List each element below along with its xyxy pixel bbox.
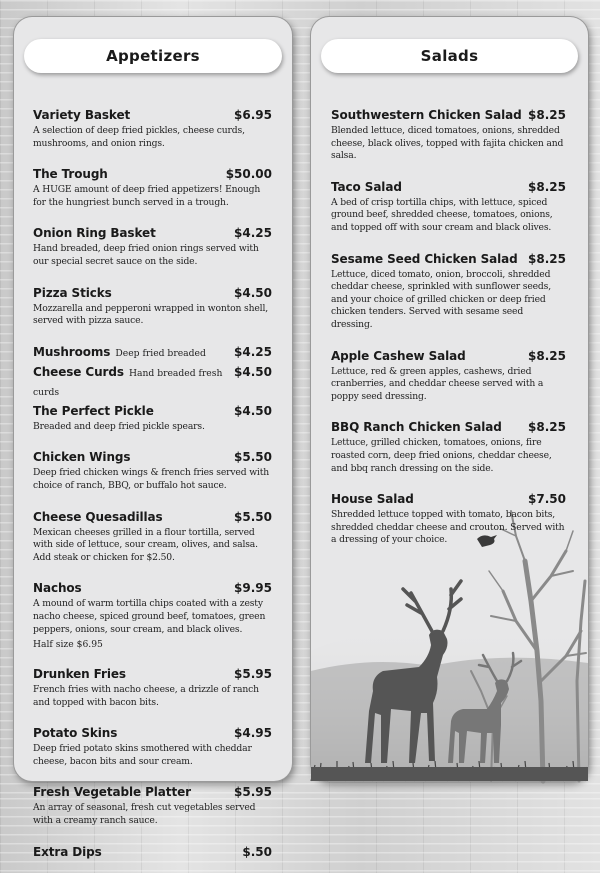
menu-item-name: The Trough <box>33 167 108 182</box>
menu-item-heading <box>33 577 82 596</box>
menu-item-heading <box>33 222 156 241</box>
salads-header <box>321 39 578 73</box>
menu-item-name: Sesame Seed Chicken Salad <box>331 251 518 266</box>
menu-item-price: $5.95 <box>234 667 272 682</box>
menu-item-name: Pizza Sticks <box>33 285 112 300</box>
menu-item-heading <box>33 361 234 399</box>
menu-item-name: Southwestern Chicken Salad <box>331 108 522 122</box>
menu-item-row <box>33 446 272 465</box>
menu-item-heading <box>33 341 206 360</box>
menu-item-row <box>33 341 272 360</box>
menu-item-row <box>33 577 272 596</box>
menu-item-row <box>33 663 272 682</box>
menu-item-description: A selection of deep fried pickles, cheese curds, mushrooms, and onion rings. <box>33 125 245 149</box>
menu-item-name: Variety Basket <box>33 108 131 122</box>
menu-item <box>331 104 566 163</box>
menu-item <box>33 722 272 768</box>
menu-item <box>33 104 272 150</box>
menu-item-description: Mozzarella and pepperoni wrapped in wonton shell, served with pizza sauce. <box>33 302 269 327</box>
menu-item-row <box>331 248 566 267</box>
menu-item-price: $5.95 <box>234 785 272 800</box>
menu-item-price: $.50 <box>242 844 272 859</box>
appetizers-title: Appetizers <box>106 47 200 65</box>
menu-item-price: $4.50 <box>234 364 272 379</box>
menu-item-heading <box>331 176 402 195</box>
salads-panel <box>311 17 588 781</box>
menu-item <box>33 361 272 399</box>
menu-item-row <box>331 416 566 435</box>
menu-item-price: $4.25 <box>234 226 272 241</box>
menu-item-row <box>33 163 272 182</box>
menu-item <box>331 345 566 404</box>
menu-item-row <box>331 176 566 195</box>
menu-item-price: $8.25 <box>528 348 566 363</box>
menu-item-heading <box>331 488 414 507</box>
menu-item-heading <box>331 248 518 267</box>
menu-item-price: $5.50 <box>234 450 272 465</box>
menu-item-price: $8.25 <box>528 420 566 435</box>
menu-item-name: Chicken Wings <box>33 450 131 465</box>
menu-item <box>331 176 566 235</box>
menu-item-row <box>331 488 566 507</box>
menu-item-note: Half size $6.95 <box>33 639 103 651</box>
menu-item <box>33 163 272 209</box>
menu-item-heading <box>33 163 108 182</box>
menu-item <box>33 222 272 268</box>
menu-item-price: $9.95 <box>234 581 272 596</box>
menu-item-price: $8.25 <box>528 179 566 194</box>
menu-item-description: Lettuce, diced tomato, onion, broccoli, shredded cheddar cheese, sprinkled with sunflower seeds, and your choice of grilled chicken or deep fried chicken tenders. Served with sesame seed dressing. <box>331 268 551 330</box>
menu-item-row <box>33 400 272 419</box>
menu-item-price: $50.00 <box>225 167 272 182</box>
menu-item-price: $7.50 <box>528 492 566 507</box>
menu-item-description: French fries with nacho cheese, a drizzle of ranch and topped with bacon bits. <box>33 684 259 708</box>
menu-item <box>33 781 272 827</box>
menu-item-price: $4.25 <box>234 344 272 359</box>
menu-item-description: Lettuce, grilled chicken, tomatoes, onions, fire roasted corn, deep fried onions, cheddar cheese, and bbq ranch dressing on the side. <box>331 437 552 474</box>
menu-item <box>33 400 272 434</box>
menu-item <box>33 341 272 360</box>
menu-item <box>33 446 272 492</box>
menu-item <box>33 841 272 860</box>
menu-item-row <box>33 781 272 800</box>
menu-item-description: A HUGE amount of deep fried appetizers! Enough for the hungriest bunch served in a trough. <box>33 184 261 208</box>
menu-item-price: $5.50 <box>234 509 272 524</box>
menu-item-description: Breaded and deep fried pickle spears. <box>33 420 205 432</box>
menu-item-row <box>33 506 272 525</box>
menu-item-price: $8.25 <box>528 108 566 122</box>
menu-item-description: Hand breaded, deep fried onion rings served with our special secret sauce on the side. <box>33 243 259 267</box>
menu-item-heading <box>33 400 154 419</box>
menu-item-name: Fresh Vegetable Platter <box>33 785 191 800</box>
menu-item-price: $4.50 <box>234 403 272 418</box>
menu-item-name: Nachos <box>33 581 82 596</box>
menu-item-description: A bed of crisp tortilla chips, with lettuce, spiced ground beef, shredded cheese, tomatoes, onions, and topped off with sour cream and black olives. <box>331 196 553 233</box>
menu-item-description: A mound of warm tortilla chips coated with a zesty nacho cheese, spiced ground beef, tomatoes, green peppers, onions, sour cream, and black olives. <box>33 598 266 635</box>
menu-item-heading <box>33 722 117 741</box>
menu-item-heading <box>331 345 466 364</box>
menu-item-heading <box>33 506 163 525</box>
menu-item-name: Potato Skins <box>33 726 118 741</box>
appetizers-list <box>33 104 272 873</box>
menu-item-name: Extra Dips <box>33 844 102 859</box>
menu-item-description: Shredded lettuce topped with tomato, bacon bits, shredded cheddar cheese and crouton. Served with a dressing of your choice. <box>331 509 565 546</box>
menu-item <box>331 488 566 547</box>
menu-item-name: BBQ Ranch Chicken Salad <box>331 420 502 435</box>
menu-item-row <box>33 222 272 241</box>
menu-item-name: Taco Salad <box>331 179 402 194</box>
menu-item-heading <box>33 841 102 860</box>
menu-item-description: An array of seasonal, fresh cut vegetables served with a creamy ranch sauce. <box>33 802 256 827</box>
menu-item-heading <box>33 104 130 123</box>
menu-item-name: The Perfect Pickle <box>33 403 154 418</box>
menu-item-name: House Salad <box>331 492 414 507</box>
menu-item <box>33 506 272 565</box>
salads-title: Salads <box>420 47 479 65</box>
menu-item-name: Apple Cashew Salad <box>331 348 466 363</box>
menu-item-description: Lettuce, red & green apples, cashews, dried cranberries, and cheddar cheese served with a poppy seed dressing. <box>331 365 544 402</box>
menu-item-row <box>33 361 272 399</box>
menu-item-row <box>33 722 272 741</box>
menu-item <box>331 248 566 332</box>
menu-item-description: Blended lettuce, diced tomatoes, onions, shredded cheese, black olives, topped with fajita chicken and salsa. <box>331 125 564 162</box>
menu-item <box>33 577 272 650</box>
menu-item-price: $6.95 <box>234 108 272 122</box>
menu-item-inline-description: Hand breaded fresh curds <box>33 367 223 398</box>
menu-item-heading <box>331 416 502 435</box>
menu-item-heading <box>33 781 191 800</box>
menu-item-name: Cheese Curds <box>33 364 124 379</box>
menu-item-heading <box>331 104 522 123</box>
menu-item-price: $8.25 <box>528 251 566 266</box>
menu-item-description: Deep fried potato skins smothered with cheddar cheese, bacon bits and sour cream. <box>33 743 252 767</box>
menu-item-name: Cheese Quesadillas <box>33 509 163 524</box>
menu-item-price: $4.50 <box>234 285 272 300</box>
menu-item-row <box>33 841 272 860</box>
menu-item-row <box>33 282 272 301</box>
menu-item-inline-description: Deep fried breaded <box>115 347 206 359</box>
menu-item-description: Deep fried chicken wings & french fries served with choice of ranch, BBQ, or buffalo hot sauce. <box>33 467 270 491</box>
menu-item-name: Mushrooms <box>33 344 111 359</box>
menu-item <box>331 416 566 475</box>
menu-item-row <box>331 345 566 364</box>
menu-item-price: $4.95 <box>234 726 272 741</box>
menu-item <box>33 663 272 709</box>
menu-item-name: Onion Ring Basket <box>33 226 156 241</box>
menu-item-description: Mexican cheeses grilled in a flour tortilla, served with side of lettuce, sour cream, olives, and salsa. Add steak or chicken for $2.50. <box>33 526 258 563</box>
menu-item-row <box>331 104 566 123</box>
menu-item <box>33 282 272 328</box>
salads-list <box>331 104 566 560</box>
menu-item-heading <box>33 663 126 682</box>
menu-item-name: Drunken Fries <box>33 667 126 682</box>
appetizers-header <box>24 39 282 73</box>
appetizers-panel <box>14 17 292 859</box>
menu-item-row <box>33 104 272 123</box>
menu-item-heading <box>33 282 112 301</box>
menu-item-heading <box>33 446 130 465</box>
